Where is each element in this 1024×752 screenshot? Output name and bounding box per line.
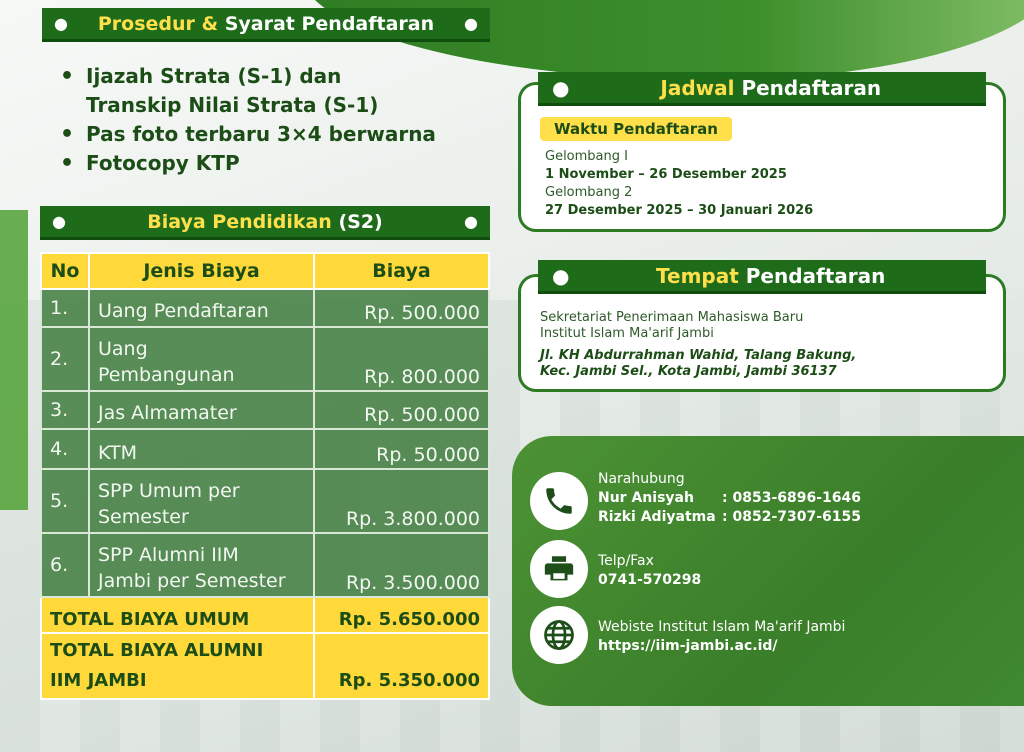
bullet-icon: ● — [552, 75, 570, 100]
fax-info: Telp/Fax 0741-570298 — [598, 553, 702, 588]
list-item: • Ijazah Strata (S-1) dan Transkip Nilai Strata (S-1) — [60, 62, 436, 120]
table-row: 5. SPP Umum per Semester Rp. 3.800.000 — [41, 469, 489, 533]
procedure-banner — [42, 8, 490, 42]
list-item: • Pas foto terbaru 3×4 berwarna — [60, 120, 436, 149]
table-row: 4. KTM Rp. 50.000 — [41, 429, 489, 469]
schedule-details: Gelombang I 1 November – 26 Desember 2025 Gelombang 2 27 Desember 2025 – 30 Januari 2026 — [545, 149, 814, 218]
procedure-title: Prosedur & Syarat Pendaftaran — [97, 12, 435, 35]
fees-banner — [40, 206, 490, 240]
printer-icon — [530, 540, 588, 598]
total-alumni-row: TOTAL BIAYA ALUMNI IIM JAMBI Rp. 5.350.000 — [41, 633, 489, 699]
table-row: 2. Uang Pembangunan Rp. 800.000 — [41, 327, 489, 391]
location-details: Sekretariat Penerimaan Mahasiswa Baru Institut Islam Ma'arif Jambi Jl. KH Abdurrahman Wahid, Talang Bakung, Kec. Jambi Sel., Kota Jambi, Jambi 36137 — [540, 310, 857, 379]
table-row: 6. SPP Alumni IIM Jambi per Semester Rp. 3.500.000 — [41, 533, 489, 597]
contact-persons: Narahubung Nur Anisyah : 0853-6896-1646 Rizki Adiyatma : 0852-7307-6155 — [598, 471, 861, 525]
location-title: Tempat Pendaftaran — [656, 263, 886, 288]
total-general-row: TOTAL BIAYA UMUM Rp. 5.650.000 — [41, 597, 489, 633]
bullet-icon: ● — [464, 212, 478, 231]
bullet-icon: ● — [552, 263, 570, 288]
header-type: Jenis Biaya — [89, 253, 314, 289]
bullet-icon: ● — [464, 14, 478, 33]
bullet-icon: ● — [54, 14, 68, 33]
table-row: 3. Jas Almamater Rp. 500.000 — [41, 391, 489, 429]
schedule-banner — [538, 72, 986, 106]
header-cost: Biaya — [314, 253, 489, 289]
fees-table — [40, 252, 490, 700]
phone-icon — [530, 472, 588, 530]
schedule-title: Jadwal Pendaftaran — [660, 75, 882, 100]
bullet-icon: ● — [52, 212, 66, 231]
background-accent — [0, 210, 28, 510]
location-banner — [538, 260, 986, 294]
list-item: • Fotocopy KTP — [60, 149, 436, 178]
requirements-list — [60, 62, 436, 178]
globe-icon — [530, 606, 588, 664]
table-header — [41, 253, 489, 289]
table-row: 1. Uang Pendaftaran Rp. 500.000 — [41, 289, 489, 327]
website-info: Webiste Institut Islam Ma'arif Jambi https://iim-jambi.ac.id/ — [598, 619, 846, 654]
schedule-badge: Waktu Pendaftaran — [540, 117, 732, 141]
contact-row: Nur Anisyah : 0853-6896-1646 — [598, 490, 861, 506]
contact-row: Rizki Adiyatma : 0852-7307-6155 — [598, 509, 861, 525]
header-no: No — [41, 253, 89, 289]
fees-title: Biaya Pendidikan (S2) — [147, 210, 383, 233]
